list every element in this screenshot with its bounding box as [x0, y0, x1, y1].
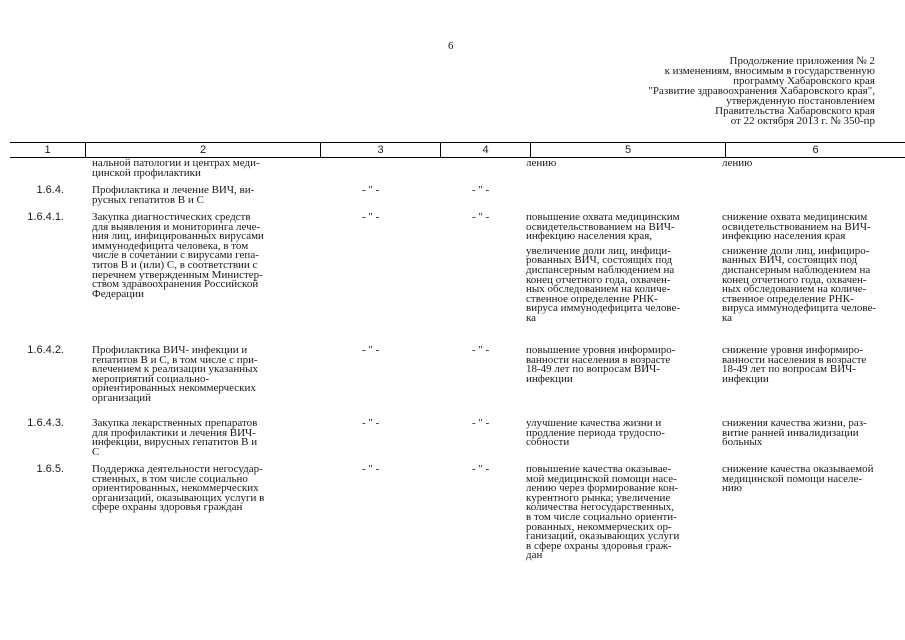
- page-number: 6: [448, 40, 454, 52]
- column-header-1: 1: [44, 144, 51, 156]
- row-number: 1.6.4.2.: [27, 344, 64, 356]
- text-line: конец отчетного года, охвачен-: [722, 273, 867, 286]
- activity-cell: [92, 419, 302, 457]
- text-line: Федерации: [92, 287, 144, 300]
- appendix-line: "Развитие здравоохранения Хабаровского края",: [648, 85, 875, 97]
- text-line: сфере охраны здоровья граждан: [92, 501, 243, 514]
- column-header-4: 4: [482, 144, 489, 156]
- text-line: ка: [526, 311, 537, 324]
- text-line: ством здравоохранения Российской: [92, 278, 259, 291]
- text-line: в сфере охраны здоровья граж-: [526, 539, 672, 552]
- appendix-line: к изменениям, вносимым в государственную: [664, 65, 875, 77]
- text-line: вируса иммунодефицита челове-: [526, 302, 681, 315]
- text-line: рованных, некоммерческих ор-: [526, 520, 672, 533]
- column-header-2: 2: [199, 144, 207, 156]
- text-line: ванности населения в возрасте: [722, 353, 867, 366]
- ditto-mark: - " -: [472, 344, 490, 356]
- text-line: инфекции: [526, 372, 573, 385]
- text-line: лению через формирование кон-: [526, 482, 679, 495]
- ditto-mark: - " -: [472, 184, 490, 196]
- text-line: лению: [722, 157, 753, 169]
- column-header-6: 6: [812, 144, 819, 156]
- text-line: конец отчетного года, охвачен-: [526, 273, 671, 286]
- text-line: ориентированных, некоммерческих: [92, 482, 259, 495]
- ditto-mark: - " -: [362, 463, 380, 475]
- ditto-mark: - " -: [472, 417, 490, 429]
- text-line: больных: [722, 436, 763, 449]
- ditto-mark: - " -: [362, 344, 380, 356]
- text-line: гепатитов В и С, в том числе с при-: [92, 353, 258, 366]
- paragraph: [722, 213, 904, 242]
- text-line: ка: [722, 311, 733, 324]
- text-line: ных обследованием на количе-: [526, 283, 671, 296]
- text-line: ния лиц, инфицированных вирусами: [92, 230, 264, 243]
- appendix-line: Продолжение приложения № 2: [729, 55, 875, 67]
- text-line: Закупка диагностических средств: [92, 211, 251, 223]
- text-line: ганизаций, оказывающих услуги: [526, 530, 680, 543]
- text-line: витие ранней инвалидизации: [722, 426, 859, 439]
- text-line: иммунодефицита человека, в том: [92, 239, 249, 252]
- activity-cell: [92, 213, 302, 299]
- text-line: повышение уровня информиро-: [526, 344, 676, 356]
- text-line: количества негосударственных,: [526, 501, 674, 514]
- text-line: рованных ВИЧ, состоящих под: [526, 254, 673, 267]
- ditto-mark: - " -: [362, 211, 380, 223]
- text-line: ственное определение РНК-: [722, 292, 854, 305]
- text-line: организаций, оказывающих услуги в: [92, 491, 265, 504]
- text-line: ванных ВИЧ, состоящих под: [722, 254, 858, 267]
- text-line: диспансерным наблюдением на: [526, 263, 675, 276]
- text-line: титов В и (или) С, в соответствии с: [92, 258, 258, 271]
- text-line: снижения качества жизни, раз-: [722, 417, 867, 429]
- text-line: снижение качества оказываемой: [722, 463, 874, 475]
- activity-cell: [92, 186, 302, 205]
- appendix-line: утвержденную постановлением: [726, 95, 875, 107]
- result-cell: [526, 213, 716, 329]
- paragraph: [526, 213, 716, 242]
- text-line: нию: [722, 482, 742, 495]
- row-number: 1.6.5.: [36, 463, 64, 475]
- column-header-5: 5: [624, 144, 632, 156]
- row-number: 1.6.4.: [36, 184, 64, 196]
- row-number: 1.6.4.1.: [27, 211, 64, 223]
- text-line: снижение уровня информиро-: [722, 344, 864, 356]
- text-line: Закупка лекарственных препаратов: [92, 417, 258, 429]
- text-line: освидетельствованием на ВИЧ-: [526, 220, 675, 233]
- text-line: инфекцию населения края,: [526, 230, 653, 243]
- text-line: инфекции: [722, 372, 769, 385]
- text-line: лению: [526, 157, 557, 169]
- continuation-cell: [92, 159, 302, 178]
- text-line: Поддержка деятельности негосудар-: [92, 463, 263, 475]
- text-line: ственных, в том числе социально: [92, 472, 248, 485]
- text-line: С: [92, 445, 100, 458]
- text-line: цинской профилактики: [92, 166, 201, 179]
- table-header: [10, 142, 905, 158]
- text-line: 18-49 лет по вопросам ВИЧ-: [526, 363, 660, 376]
- text-line: снижение охвата медицинским: [722, 211, 868, 223]
- text-line: повышение качества оказывае-: [526, 463, 672, 475]
- result-cell: [526, 465, 716, 561]
- text-line: диспансерным наблюдением на: [722, 263, 871, 276]
- text-line: организаций: [92, 391, 152, 404]
- text-line: повышение охвата медицинским: [526, 211, 680, 223]
- text-line: ориентированных некоммерческих: [92, 382, 256, 395]
- appendix-line: Правительства Хабаровского края: [715, 105, 875, 117]
- text-line: увеличение доли лиц, инфици-: [526, 244, 671, 257]
- ditto-mark: - " -: [362, 417, 380, 429]
- text-line: улучшение качества жизни и: [526, 417, 662, 429]
- consequence-cell: [722, 213, 904, 329]
- text-line: перечнем утвержденным Министер-: [92, 268, 263, 281]
- consequence-cell: [722, 465, 904, 494]
- ditto-mark: - " -: [362, 184, 380, 196]
- result-cell: [526, 346, 716, 384]
- text-line: Профилактика ВИЧ- инфекции и: [92, 344, 248, 356]
- text-line: числе в сочетании с вирусами гепа-: [92, 249, 259, 262]
- text-line: продление периода трудоспо-: [526, 426, 665, 439]
- paragraph: [526, 244, 716, 324]
- text-line: в том числе социально ориенти-: [526, 510, 677, 523]
- text-line: освидетельствованием на ВИЧ-: [722, 220, 871, 233]
- text-line: дан: [526, 549, 543, 562]
- text-line: снижение доли лиц, инфициро-: [722, 244, 870, 257]
- text-line: вируса иммунодефицита челове-: [722, 302, 877, 315]
- text-line: для профилактики и лечения ВИЧ-: [92, 426, 256, 439]
- activity-cell: [92, 465, 302, 513]
- text-line: ванности населения в возрасте: [526, 353, 671, 366]
- text-line: влечением к реализации указанных: [92, 363, 258, 376]
- text-line: нальной патологии и центрах меди-: [92, 157, 260, 169]
- text-line: ных обследованием на количе-: [722, 283, 867, 296]
- text-line: русных гепатитов В и С: [92, 193, 204, 206]
- text-line: собности: [526, 436, 570, 449]
- ditto-mark: - " -: [472, 211, 490, 223]
- continuation-cell: [722, 159, 904, 169]
- consequence-cell: [722, 346, 904, 384]
- text-line: для выявления и мониторинга лече-: [92, 220, 261, 233]
- text-line: 18-49 лет по вопросам ВИЧ-: [722, 363, 856, 376]
- appendix-header: [545, 56, 875, 126]
- activity-cell: [92, 346, 302, 404]
- column-header-3: 3: [377, 144, 384, 156]
- consequence-cell: [722, 419, 904, 448]
- text-line: курентного рынка; увеличение: [526, 491, 671, 504]
- text-line: Профилактика и лечение ВИЧ, ви-: [92, 184, 255, 196]
- text-line: мероприятий социально-: [92, 372, 210, 385]
- paragraph: [722, 244, 904, 324]
- result-cell: [526, 419, 716, 448]
- text-line: инфекцию населения края: [722, 230, 846, 243]
- text-line: инфекции, вирусных гепатитов В и: [92, 436, 258, 449]
- text-line: ственное определение РНК-: [526, 292, 658, 305]
- appendix-line: от 22 октября 2013 г. № 350-пр: [730, 115, 875, 127]
- ditto-mark: - " -: [472, 463, 490, 475]
- appendix-line: программу Хабаровского края: [733, 75, 875, 87]
- text-line: медицинской помощи населе-: [722, 472, 863, 485]
- continuation-cell: [526, 159, 716, 169]
- row-number: 1.6.4.3.: [27, 417, 64, 429]
- text-line: мой медицинской помощи насе-: [526, 472, 677, 485]
